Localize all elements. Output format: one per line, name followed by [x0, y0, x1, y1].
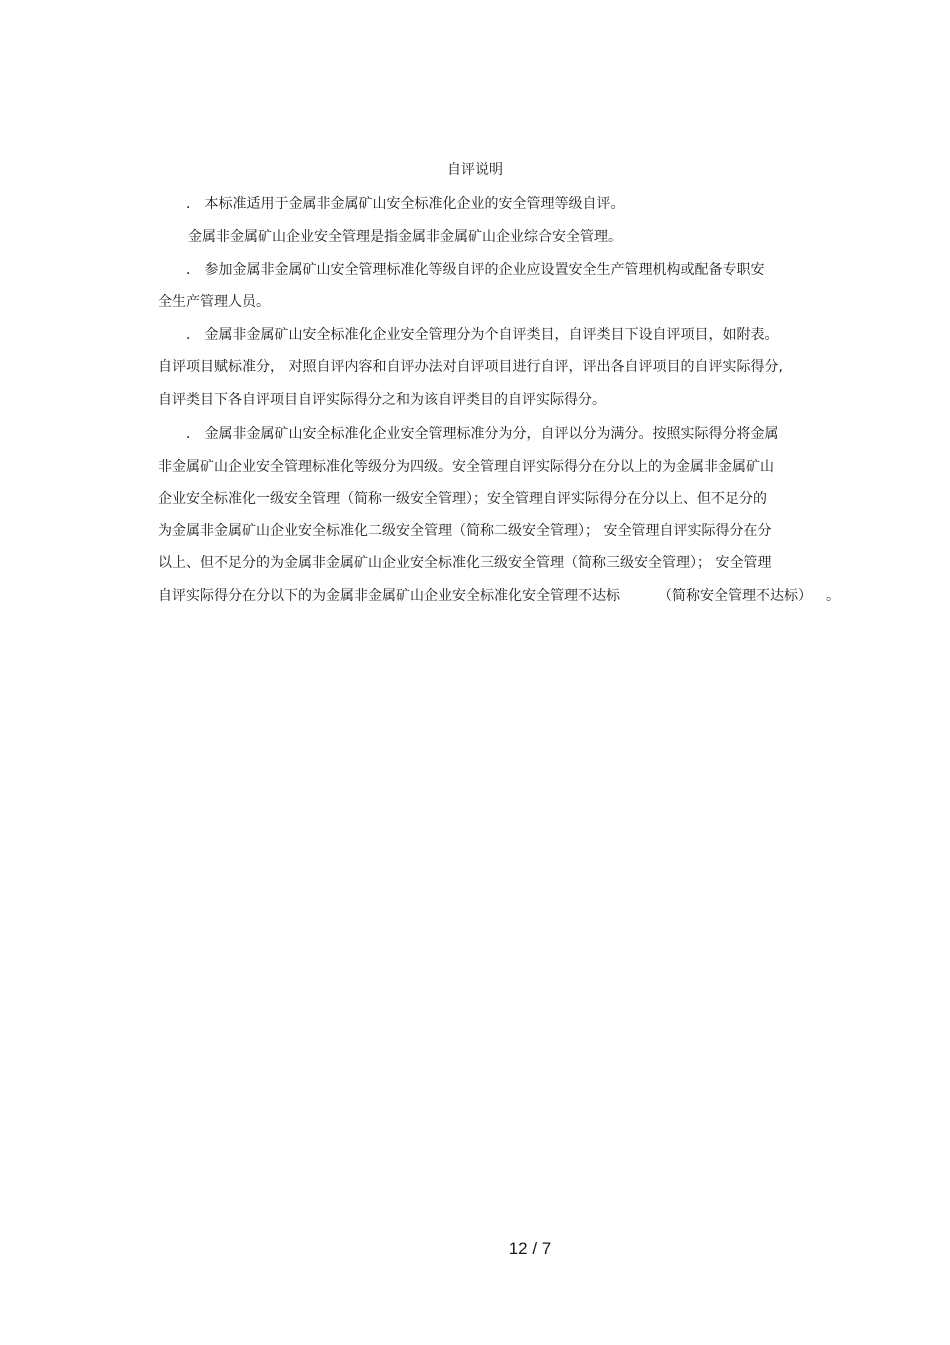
paragraph-line: 自评项目赋标准分， 对照自评内容和自评办法对自评项目进行自评，评出各自评项目的自评实际得分, — [158, 359, 783, 375]
paragraph-line: 以上、但不足分的为金属非金属矿山企业安全标准化三级安全管理（简称三级安全管理）； 安全管理 — [158, 555, 772, 571]
paragraph-line: 为金属非金属矿山企业安全标准化二级安全管理（简称二级安全管理）； 安全管理自评实际得分在分 — [158, 523, 772, 539]
paragraph-line: 金属非金属矿山企业安全管理是指金属非金属矿山企业综合安全管理。 — [188, 229, 622, 245]
page-number: 12 / 7 — [508, 1239, 552, 1258]
paragraph-line: 企业安全标准化一级安全管理（简称一级安全管理）；安全管理自评实际得分在分以上、但不足分的 — [158, 491, 767, 507]
document-title: 自评说明 — [447, 162, 503, 178]
paragraph-line: ． 参加金属非金属矿山安全管理标准化等级自评的企业应设置安全生产管理机构或配备专职安 — [186, 262, 765, 278]
last-line-end: 。 — [826, 588, 840, 604]
paragraph-line: ． 本标准适用于金属非金属矿山安全标准化企业的安全管理等级自评。 — [186, 196, 625, 212]
paragraph-line: ． 金属非金属矿山安全标准化企业安全管理标准分为分，自评以分为满分。按照实际得分将金属 — [186, 426, 779, 442]
last-line-main: 自评实际得分在分以下的为金属非金属矿山企业安全标准化安全管理不达标 — [158, 588, 620, 604]
paragraph-last-line — [158, 586, 840, 606]
paragraph-line: ． 金属非金属矿山安全标准化企业安全管理分为个自评类目，自评类目下设自评项目，如附表。 — [186, 327, 779, 343]
paragraph-line: 非金属矿山企业安全管理标准化等级分为四级。安全管理自评实际得分在分以上的为金属非金属矿山 — [158, 459, 774, 475]
paragraph-line: 全生产管理人员。 — [158, 294, 270, 310]
paragraph-line: 自评类目下各自评项目自评实际得分之和为该自评类目的自评实际得分。 — [158, 392, 606, 408]
last-line-parenthetical: （简称安全管理不达标） — [658, 588, 812, 604]
